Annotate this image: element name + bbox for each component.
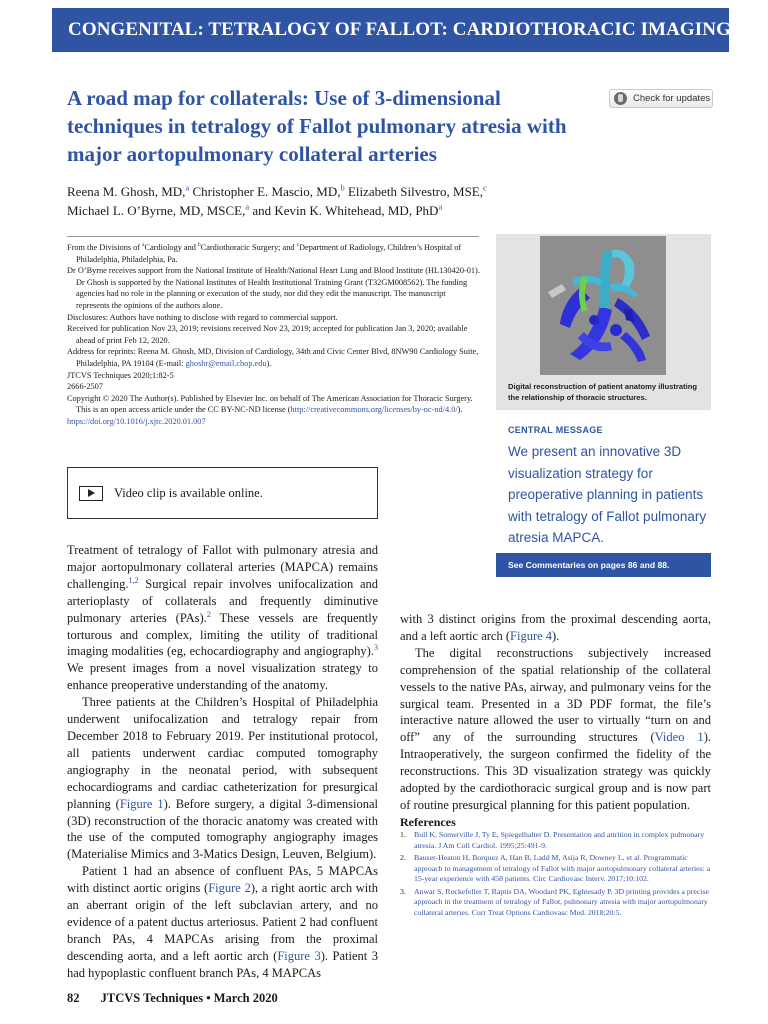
citation-link[interactable]: 3 [373,643,378,653]
doi-note [67,416,480,428]
reference-item[interactable]: 1. Bull K, Somerville J, Ty E, Spiegelhalter D. Presentation and attrition in complex pulmonary atresia. J Am Coll Cardiol. 1995;25:491-9. [400,830,705,850]
copyright-note: Copyright © 2020 The Author(s). Published by Elsevier Inc. on behalf of The American Association for Thoracic Surgery. This is an open access article under the CC BY-NC-ND license (http://creativecommons.org/licenses/by-nc-nd/4.0/). [67,393,473,415]
received-note: Received for publication Nov 23, 2019; revisions received Nov 23, 2019; accepted for publication Jan 3, 2020; available ahead of print Feb 12, 2020. [67,324,468,345]
disclosures-note: Disclosures: Authors have nothing to disclose with regard to commercial support. [67,312,338,322]
affiliation-marker[interactable]: a [245,201,250,212]
affiliation-marker[interactable]: c [483,182,487,193]
affiliations-note: From the Divisions of $^a$Cardiology and $^b$Cardiothoracic Surgery; and $^c$Department of Radiology, Children’s Hospital of Philadelphia, Philadelphia, Pa. [67,242,462,264]
reference-item[interactable]: 3. Anwar S, Rockefeller T, Raptis DA, Woodard PK, Eghtesady P. 3D printing provides a precise approach in the treatment of tetralogy of Fallot, pulmonary atresia with major aortopulmonary collateral arteries. Curr Treat Options Cardiovasc Med. 2018;20:5. [400,886,709,917]
author-list [67,182,567,220]
commentaries-link[interactable]: See Commentaries on pages 86 and 88. [496,553,711,577]
video-clip-box[interactable] [67,467,378,519]
body-paragraph: Patient 1 had an absence of confluent PAs, 5 MAPCAs with distinct aortic origins (Figure 2), a right aortic arch with an aberrant origin of the left subclavian artery, and no evidence of a patent ductus arteriosus. Patient 2 had confluent branch PAs, 4 MAPCAs arising from the proximal descending aorta, and a left aortic arch (Figure 3). Patient 3 had hypoplastic confluent branch PAs, 4 MAPCAs [67,864,379,980]
author-name: Reena M. Ghosh, MD, [67,184,186,199]
check-for-updates-button[interactable] [609,89,713,108]
address-note: Address for reprints: Reena M. Ghosh, MD, Division of Cardiology, 34th and Civic Center Blvd, 8NW90 Cardiology Suite, Philadelphia, PA 19104 (E-mail: ghoshr@email.chop.edu). [67,347,479,368]
affiliation-marker[interactable]: b [340,182,345,193]
video-1-link[interactable]: Video 1 [654,730,704,745]
page-footer [67,991,278,1006]
references-heading: References [400,815,456,829]
citation-link[interactable]: 1,2 [128,575,139,585]
article-title: A road map for collaterals: Use of 3-dimensional techniques in tetralogy of Fallot pulmonary atresia with major aortopulmonary collateral arteries [67,86,567,166]
author-email-link[interactable]: ghoshr@email.chop.edu [185,358,267,368]
central-figure [496,234,711,410]
body-paragraph: with 3 distinct origins from the proximal descending aorta, and a left aortic arch (Figure 4). [400,612,711,643]
citation-link[interactable]: 2 [206,609,211,619]
journal-citation: JTCVS Techniques 2020;1:82-5 [67,370,174,380]
reference-item[interactable]: 2. Bauser-Heaton H, Borquez A, Han B, Ladd M, Asija R, Downey L, et al. Programmatic approach to management of tetralogy of Fallot with major aortopulmonary collateral arteries: a 15-year experience with 458 patients. Circ Cardiovasc Interv. 2017;10:102. [400,852,711,884]
journal-issue: JTCVS Techniques • March 2020 [100,991,278,1005]
reference-list [400,830,711,920]
affiliation-marker[interactable]: a [185,182,190,193]
body-column-left [67,542,378,982]
figure-1-link[interactable]: Figure 1 [119,796,164,811]
check-for-updates-label: Check for updates [633,93,711,104]
author-name: and Kevin K. Whitehead, MD, PhD [252,203,439,218]
figure-caption: Digital reconstruction of patient anatomy illustrating the relationship of thoracic structures. [508,382,698,402]
central-message-text: We present an innovative 3D visualization strategy for preoperative planning in patients with tetralogy of Fallot pulmonary atresia MAPCA. [508,444,707,546]
body-paragraph: Three patients at the Children’s Hospital of Philadelphia underwent unifocalization and tetralogy repair from December 2018 to February 2019. Per institutional protocol, all patients underwent cardiac computed tomography angiography in the neonatal period, with subsequent echocardiograms and cardiac catheterization for presurgical planning (Figure 1). Before surgery, a digital 3-dimensional (3D) reconstruction of the thoracic anatomy was created with the use of the computed tomography angiography images (Materialise Mimics and 3-Matics Design, Leuven, Belgium). [67,695,378,862]
author-name: Elizabeth Silvestro, MSE, [347,184,483,199]
reconstruction-image[interactable] [540,236,666,375]
body-paragraph: Treatment of tetralogy of Fallot with pulmonary atresia and major aortopulmonary collateral arteries (MAPCA) remains challenging.$^{1,2}$ Surgical repair involves unifocalization and arterioplasty of collaterals and frequently diminutive pulmonary arteries (PAs).$^2$ These vessels are frequently torturous and complex, limiting the utility of traditional imaging modalities (eg, echocardiography and angiography).$^3$ We present images from a novel visualization strategy to enhance preoperative understanding of the anatomy. [67,543,378,693]
section-banner: CONGENITAL: TETRALOGY OF FALLOT: CARDIOTHORACIC IMAGING [52,8,729,52]
doi-link[interactable]: https://doi.org/10.1016/j.xjtc.2020.01.007 [67,416,206,426]
article-footnotes [67,242,480,428]
body-column-right [400,611,711,814]
play-icon [79,486,103,501]
license-link[interactable]: http://creativecommons.org/licenses/by-nc-nd/4.0/ [290,405,458,415]
figure-2-link[interactable]: Figure 2 [208,881,251,896]
affiliation-marker[interactable]: a [438,201,443,212]
author-name: Michael L. O’Byrne, MD, MSCE, [67,203,246,218]
crossmark-icon [614,92,627,105]
figure-3-link[interactable]: Figure 3 [277,948,321,963]
footnote-divider [67,236,479,237]
page-number: 82 [67,991,80,1005]
issn: 2666-2507 [67,382,103,392]
funding-note: Dr O’Byrne receives support from the National Institute of Health/National Heart Lung and Blood Institute (HL130420-01). Dr Ghosh is supported by the National Institutes of Health Institutional Training Grant (T32GM008562). The funding agencies had no role in the planning or execution of the study, nor did they edit the manuscript. The manuscript represents the opinions of the authors alone. [67,266,480,310]
central-message-label: CENTRAL MESSAGE [508,425,603,435]
video-clip-label: Video clip is available online. [114,485,263,500]
author-name: Christopher E. Mascio, MD, [192,184,341,199]
figure-4-link[interactable]: Figure 4 [510,628,553,643]
body-paragraph: The digital reconstructions subjectively increased comprehension of the spatial relationship of the collateral vessels to the native PAs, airway, and pulmonary veins for the surgical team. Presented in a 3D PDF format, the file’s interactive nature allowed the user to virtually “turn on and off” any of the surrounding structures (Video 1). Intraoperatively, the surgeon confirmed the fidelity of the reconstructions. This 3D visualization strategy was quickly adopted by the cardiothoracic surgical group and is now part of routine presurgical planning for this patient population. [400,645,711,812]
